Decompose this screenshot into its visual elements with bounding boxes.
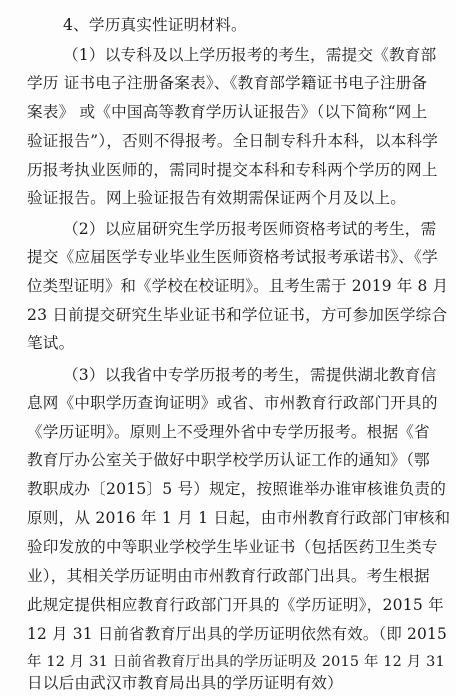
paragraph-line: 验证报告。网上验证报告有效期需保证两个月及以上。	[27, 189, 407, 207]
paragraph-line: 息网《中职学历查询证明》或省、市州教育行政部门开具的	[27, 394, 438, 412]
paragraph-line: 日以后由武汉市教育局出具的学历证明有效）	[27, 674, 343, 692]
paragraph-line: 此规定提供相应教育行政部门开具的《学历证明》，2015 年	[27, 596, 444, 614]
paragraph-line: 位类型证明》和《学校在校证明》。且考生需于 2019 年 8 月	[27, 277, 449, 295]
paragraph-line: 案表》 或《中国高等教育学历认证报告》（以下简称“网上	[27, 103, 428, 121]
paragraph-line: （1）以专科及以上学历报考的考生，需提交《教育部	[63, 46, 437, 64]
paragraph-line: 教职成办〔2015〕5 号）规定，按照谁举办谁审核谁负责的	[27, 480, 447, 498]
paragraph-line: 业），其相关学历证明由市州教育行政部门出具。考生根据	[27, 567, 430, 585]
paragraph-line: 学历 证书电子注册备案表》、《教育部学籍证书电子注册备	[27, 74, 428, 92]
heading-line: 4、学历真实性证明材料。	[63, 16, 247, 34]
paragraph-line: 教育厅办公室关于做好中职学校学历认证工作的通知》（鄂	[27, 451, 430, 469]
paragraph-line: 原则，从 2016 年 1 月 1 日起，由市州教育行政部门审核和	[27, 509, 451, 527]
paragraph-line: 12 月 31 日前省教育厅出具的学历证明依然有效。（即 2015	[27, 625, 448, 643]
paragraph-line: 验印发放的中等职业学校学生毕业证书（包括医药卫生类专	[27, 538, 438, 556]
paragraph-line: 年 12 月 31 日前省教育厅出具的学历证明及 2015 年 12 月 31	[27, 654, 445, 670]
paragraph-line: （3）以我省中专学历报考的考生，需提供湖北教育信	[63, 366, 437, 384]
paragraph-line: 验证报告”），否则不得报考。全日制专科升本科，以本科学	[27, 132, 439, 150]
paragraph-line: （2）以应届研究生学历报考医师资格考试的考生，需	[63, 220, 437, 238]
paragraph-line: 23 日前提交研究生毕业证书和学位证书，方可参加医学综合	[27, 306, 448, 324]
paragraph-line: 笔试。	[27, 334, 75, 352]
paragraph-line: 《学历证明》。原则上不受理外省中专学历报考。根据《省	[27, 423, 430, 441]
paragraph-line: 历报考执业医师的，需同时提交本科和专科两个学历的网上	[27, 161, 438, 179]
paragraph-line: 提交《应届医学专业毕业生医师资格考试报考承诺书》、《学	[27, 248, 438, 266]
